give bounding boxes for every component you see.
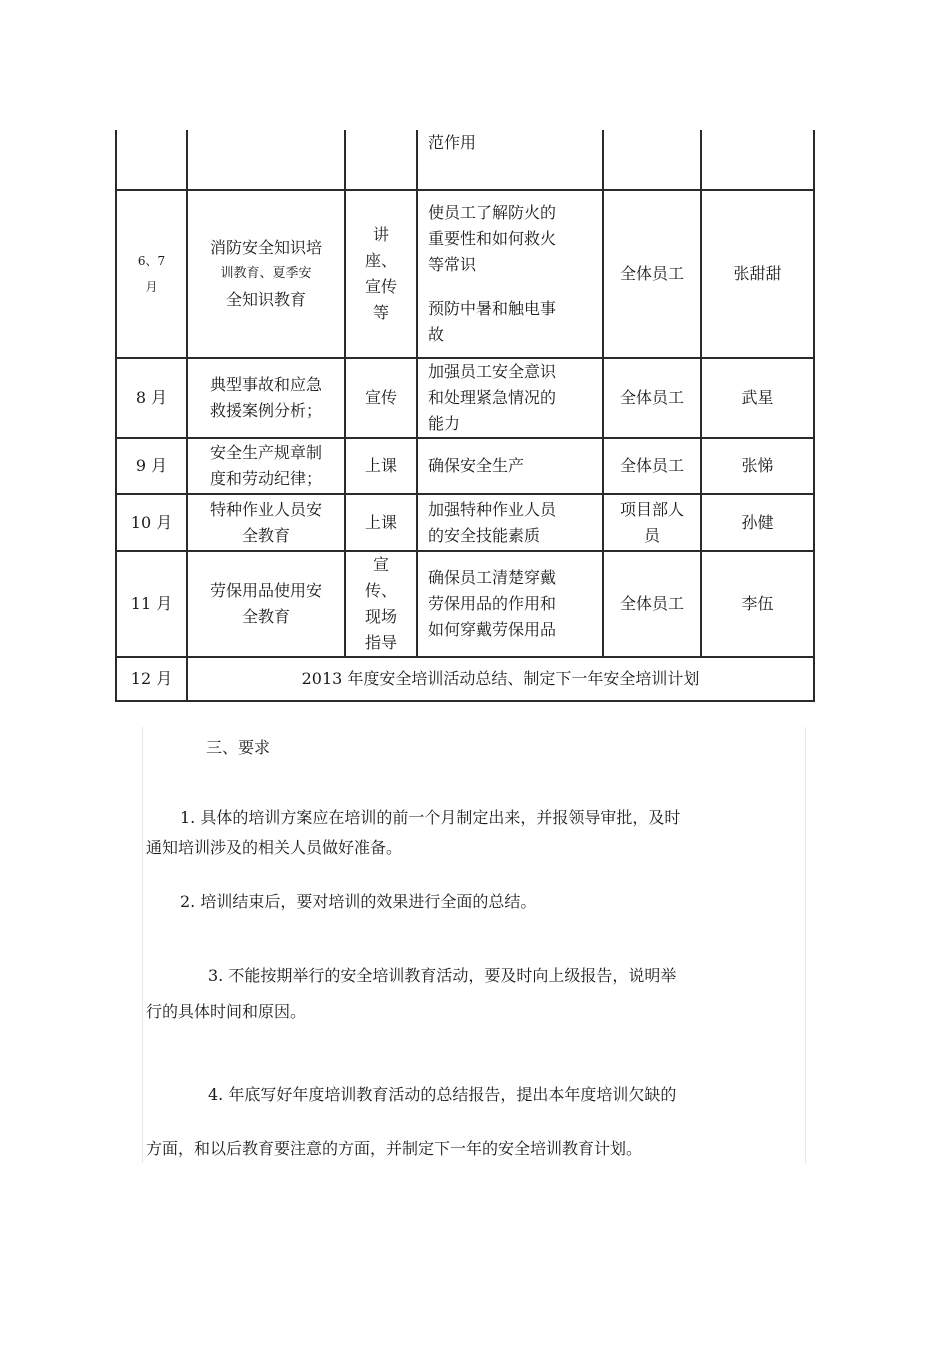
method-cell: 上课 bbox=[345, 438, 417, 494]
owner-cell: 武星 bbox=[701, 358, 814, 438]
training-plan-table bbox=[115, 130, 815, 702]
goal-line: 使员工了解防火的 重要性和如何救火 等常识 bbox=[428, 203, 557, 274]
goal-cell: 确保安全生产 bbox=[417, 438, 603, 494]
owner-cell: 孙健 bbox=[701, 494, 814, 551]
target-cell bbox=[603, 130, 701, 190]
content-line: 消防安全知识培 bbox=[209, 238, 322, 257]
section-heading: 三、要求 bbox=[206, 738, 271, 757]
content-cell: 安全生产规章制 度和劳动纪律； bbox=[187, 438, 345, 494]
target-cell: 全体员工 bbox=[603, 438, 701, 494]
table-row bbox=[116, 438, 814, 494]
method-cell: 上课 bbox=[345, 494, 417, 551]
requirement-line: 通知培训涉及的相关人员做好准备。 bbox=[146, 838, 403, 857]
month-cell: 12 月 bbox=[116, 657, 187, 701]
goal-cell: 加强员工安全意识 和处理紧急情况的 能力 bbox=[417, 358, 603, 438]
requirement-line: 行的具体时间和原因。 bbox=[146, 1002, 307, 1021]
method-cell: 宣传 bbox=[345, 358, 417, 438]
month-cell: 8 月 bbox=[116, 358, 187, 438]
content-cell bbox=[187, 130, 345, 190]
content-cell: 典型事故和应急 救援案例分析； bbox=[187, 358, 345, 438]
requirement-line: 方面，和以后教育要注意的方面，并制定下一年的安全培训教育计划。 bbox=[146, 1139, 643, 1158]
requirement-item-4 bbox=[146, 1068, 676, 1176]
table-row bbox=[116, 358, 814, 438]
requirement-line: 4. 年底写好年度培训教育活动的总结报告，提出本年度培训欠缺的 bbox=[208, 1085, 677, 1104]
method-cell bbox=[345, 130, 417, 190]
goal-cell: 确保员工清楚穿戴 劳保用品的作用和 如何穿戴劳保用品 bbox=[417, 551, 603, 657]
target-cell: 项目部人 员 bbox=[603, 494, 701, 551]
owner-cell bbox=[701, 130, 814, 190]
month-cell bbox=[116, 130, 187, 190]
content-cell: 特种作业人员安 全教育 bbox=[187, 494, 345, 551]
month-cell: 6、7 月 bbox=[116, 190, 187, 358]
table-row bbox=[116, 551, 814, 657]
target-cell: 全体员工 bbox=[603, 190, 701, 358]
requirement-item-3 bbox=[146, 958, 676, 1030]
table-row bbox=[116, 657, 814, 701]
method-cell: 讲 座、 宣传 等 bbox=[345, 190, 417, 358]
summary-cell: 2013 年度安全培训活动总结、制定下一年安全培训计划 bbox=[187, 657, 814, 701]
table-row bbox=[116, 130, 814, 190]
content-line: 全知识教育 bbox=[225, 290, 306, 309]
owner-cell: 张甜甜 bbox=[701, 190, 814, 358]
method-cell: 宣 传、 现场 指导 bbox=[345, 551, 417, 657]
table-row bbox=[116, 190, 814, 358]
requirement-line: 1. 具体的培训方案应在培训的前一个月制定出来，并报领导审批，及时 bbox=[180, 808, 681, 827]
month-cell: 9 月 bbox=[116, 438, 187, 494]
month-cell: 11 月 bbox=[116, 551, 187, 657]
target-cell: 全体员工 bbox=[603, 551, 701, 657]
goal-cell: 加强特种作业人员 的安全技能素质 bbox=[417, 494, 603, 551]
target-cell: 全体员工 bbox=[603, 358, 701, 438]
content-cell bbox=[187, 190, 345, 358]
requirement-line: 3. 不能按期举行的安全培训教育活动，要及时向上级报告，说明举 bbox=[208, 966, 677, 985]
content-cell: 劳保用品使用安 全教育 bbox=[187, 551, 345, 657]
goal-cell bbox=[417, 190, 603, 358]
goal-cell: 范作用 bbox=[417, 130, 603, 190]
requirement-line: 2. 培训结束后，要对培训的效果进行全面的总结。 bbox=[180, 892, 537, 911]
goal-line: 预防中暑和触电事 故 bbox=[428, 299, 557, 344]
owner-cell: 李伍 bbox=[701, 551, 814, 657]
requirement-item-1 bbox=[146, 803, 680, 863]
month-cell: 10 月 bbox=[116, 494, 187, 551]
content-line: 训教育、夏季安 bbox=[220, 266, 312, 281]
owner-cell: 张悌 bbox=[701, 438, 814, 494]
requirement-item-2 bbox=[180, 887, 536, 917]
table-row bbox=[116, 494, 814, 551]
